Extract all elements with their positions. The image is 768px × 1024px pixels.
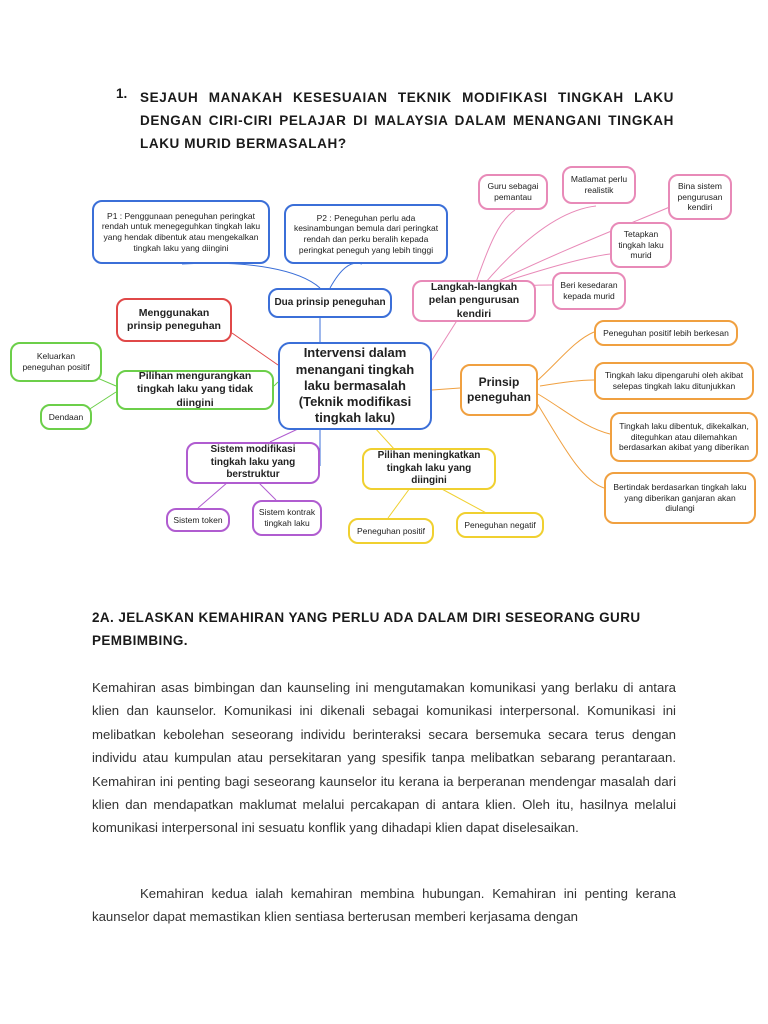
node-sistem-token: Sistem token	[166, 508, 230, 532]
node-p1: P1 : Penggunaan peneguhan peringkat rendah untuk menegeguhkan tingkah laku yang hendak dibentuk atau mengekalkan tingkah laku yang diingini	[92, 200, 270, 264]
node-tetapkan: Tetapkan tingkah laku murid	[610, 222, 672, 268]
node-prinsip-peneguhan: Prinsip peneguhan	[460, 364, 538, 416]
node-pp4: Bertindak berdasarkan tingkah laku yang diberikan ganjaran akan diulangi	[604, 472, 756, 524]
mind-map	[0, 160, 768, 560]
node-dendaan: Dendaan	[40, 404, 92, 430]
node-pp3: Tingkah laku dibentuk, dikekalkan, diteguhkan atau dilemahkan berdasarkan akibat yang diberikan	[610, 412, 758, 462]
paragraph-2: Kemahiran kedua ialah kemahiran membina hubungan. Kemahiran ini penting kerana kaunselor dapat memastikan klien sentiasa berterusan memberi kerjasama dengan	[92, 886, 676, 925]
question-text: SEJAUH MANAKAH KESESUAIAN TEKNIK MODIFIKASI TINGKAH LAKU DENGAN CIRI-CIRI PELAJAR DI MALAYSIA DALAM MENANGANI TINGKAH LAKU MURID BERMASALAH?	[140, 90, 674, 151]
node-guru-pemantau: Guru sebagai pemantau	[478, 174, 548, 210]
center-node: Intervensi dalam menangani tingkah laku bermasalah (Teknik modifikasi tingkah laku)	[278, 342, 432, 430]
section-2-title: 2A. JELASKAN KEMAHIRAN YANG PERLU ADA DALAM DIRI SESEORANG GURU PEMBIMBING.	[92, 610, 641, 648]
node-keluarkan: Keluarkan peneguhan positif	[10, 342, 102, 382]
node-menggunakan-prinsip: Menggunakan prinsip peneguhan	[116, 298, 232, 342]
node-pp2: Tingkah laku dipengaruhi oleh akibat selepas tingkah laku ditunjukkan	[594, 362, 754, 400]
node-beri-kesedaran: Beri kesedaran kepada murid	[552, 272, 626, 310]
node-peneguhan-negatif: Peneguhan negatif	[456, 512, 544, 538]
node-sistem-kontrak: Sistem kontrak tingkah laku	[252, 500, 322, 536]
node-langkah: Langkah-langkah pelan pengurusan kendiri	[412, 280, 536, 322]
node-pilihan-tingkat: Pilihan meningkatkan tingkah laku yang diingini	[362, 448, 496, 490]
node-dua-prinsip: Dua prinsip peneguhan	[268, 288, 392, 318]
node-bina-sistem: Bina sistem pengurusan kendiri	[668, 174, 732, 220]
node-sistem-modifikasi: Sistem modifikasi tingkah laku yang berstruktur	[186, 442, 320, 484]
question-number: 1.	[116, 86, 128, 101]
question-1	[116, 86, 674, 155]
node-p2: P2 : Peneguhan perlu ada kesinambungan bemula dari peringkat rendah dan perku beralih kepada peringkat peneguh yang lebih tinggi	[284, 204, 448, 264]
paragraph-1: Kemahiran asas bimbingan dan kaunseling ini mengutamakan komunikasi yang berlaku di antara klien dan kaunselor. Komunikasi ini dikenali sebagai komunikasi interpersonal. Komunikasi ini melibatkan kebolehan seseorang individu berinteraksi secara bersemuka secara terus dengan individu atau kumpulan atau persekitaran yang spesifik tanpa melibatkan sebarang perantaraan. Kemahiran ini penting bagi seseorang kaunselor itu kerana ia berperanan mendengar masalah dari klien dan mendapatkan maklumat melalui percakapan di antara klien. Oleh itu, hasilnya melalui komunikasi interpersonal ini sesuatu konflik yang dihadapi klien dapat diselesaikan.	[92, 680, 676, 836]
node-pilihan-kurang: Pilihan mengurangkan tingkah laku yang tidak diingini	[116, 370, 274, 410]
node-pp1: Peneguhan positif lebih berkesan	[594, 320, 738, 346]
node-matlamat: Matlamat perlu realistik	[562, 166, 636, 204]
section-2-heading	[92, 606, 677, 652]
node-peneguhan-positif: Peneguhan positif	[348, 518, 434, 544]
